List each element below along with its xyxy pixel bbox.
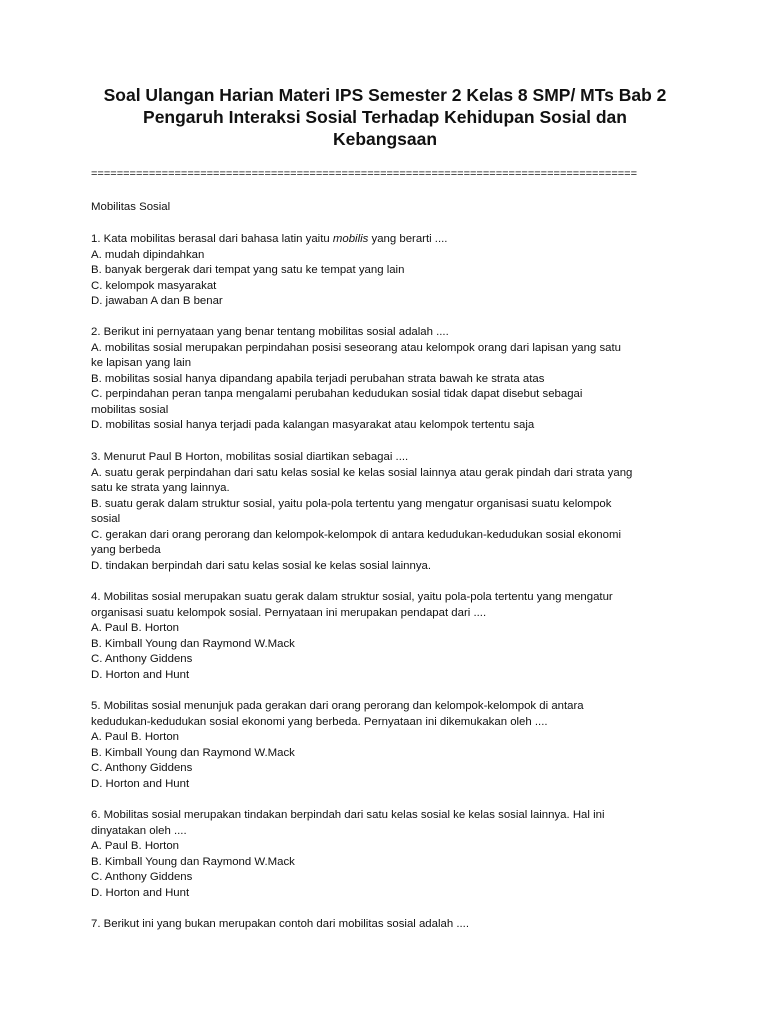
answer-option: C. perpindahan peran tanpa mengalami perubahan kedudukan sosial tidak dapat disebut sebagai <box>91 388 583 400</box>
question-stem: 2. Berikut ini pernyataan yang benar tentang mobilitas sosial adalah .... <box>91 326 449 338</box>
question-stem: 4. Mobilitas sosial merupakan suatu gerak dalam struktur sosial, yaitu pola-pola tertentu yang mengatur <box>91 591 613 603</box>
question-1 <box>91 232 691 310</box>
answer-option-continued: mobilitas sosial <box>91 403 169 416</box>
answer-option: C. Anthony Giddens <box>91 871 193 883</box>
question-stem: 5. Mobilitas sosial menunjuk pada gerakan dari orang perorang dan kelompok-kelompok di antara <box>91 700 584 712</box>
question-6 <box>91 808 691 901</box>
question-2 <box>91 325 691 434</box>
stem-text: 1. Kata mobilitas berasal dari bahasa latin yaitu <box>91 233 333 245</box>
answer-option: C. kelompok masyarakat <box>91 279 217 292</box>
question-5 <box>91 699 691 792</box>
answer-option: D. Horton and Hunt <box>91 668 190 681</box>
answer-option: A. mudah dipindahkan <box>91 248 205 261</box>
answer-option: D. tindakan berpindah dari satu kelas sosial ke kelas sosial lainnya. <box>91 559 432 572</box>
stem-text: yang berarti .... <box>368 233 448 245</box>
answer-option: D. jawaban A dan B benar <box>91 295 223 307</box>
answer-option: C. Anthony Giddens <box>91 653 193 665</box>
answer-option: B. Kimball Young dan Raymond W.Mack <box>91 637 295 650</box>
answer-option: A. Paul B. Horton <box>91 622 180 634</box>
question-3 <box>91 450 691 574</box>
answer-option: D. Horton and Hunt <box>91 777 190 790</box>
section-heading: Mobilitas Sosial <box>91 201 171 213</box>
answer-option-continued: yang berbeda <box>91 544 161 556</box>
answer-option: A. Paul B. Horton <box>91 731 180 743</box>
question-stem <box>91 232 691 248</box>
answer-option-continued: ke lapisan yang lain <box>91 357 192 369</box>
title-line: Kebangsaan <box>332 129 438 149</box>
answer-option-continued: satu ke strata yang lainnya. <box>91 482 230 494</box>
question-4 <box>91 590 691 683</box>
answer-option: B. suatu gerak dalam struktur sosial, yaitu pola-pola tertentu yang mengatur organisasi suatu kelompok <box>91 497 612 510</box>
answer-option: B. Kimball Young dan Raymond W.Mack <box>91 855 295 868</box>
answer-option: A. mobilitas sosial merupakan perpindahan posisi seseorang atau kelompok orang dari lapisan yang satu <box>91 341 621 354</box>
answer-option-continued: sosial <box>91 513 121 525</box>
question-stem-continued: dinyatakan oleh .... <box>91 824 187 837</box>
title-line: Pengaruh Interaksi Sosial Terhadap Kehidupan Sosial dan <box>143 107 627 127</box>
answer-option: A. suatu gerak perpindahan dari satu kelas sosial ke kelas sosial lainnya atau gerak pindah dari strata yang <box>91 466 633 479</box>
question-7 <box>91 917 691 933</box>
answer-option: C. Anthony Giddens <box>91 762 193 774</box>
answer-option: D. mobilitas sosial hanya terjadi pada kalangan masyarakat atau kelompok tertentu saja <box>91 419 535 431</box>
question-stem: 6. Mobilitas sosial merupakan tindakan berpindah dari satu kelas sosial ke kelas sosial lainnya. Hal ini <box>91 809 605 821</box>
answer-option: B. banyak bergerak dari tempat yang satu ke tempat yang lain <box>91 264 405 276</box>
document-title <box>60 84 710 150</box>
answer-option: B. mobilitas sosial hanya dipandang apabila terjadi perubahan strata bawah ke strata atas <box>91 372 545 385</box>
question-stem: 3. Menurut Paul B Horton, mobilitas sosial diartikan sebagai .... <box>91 451 409 463</box>
question-stem: 7. Berikut ini yang bukan merupakan contoh dari mobilitas sosial adalah .... <box>91 918 470 930</box>
answer-option: B. Kimball Young dan Raymond W.Mack <box>91 746 295 759</box>
title-line: Soal Ulangan Harian Materi IPS Semester 2 Kelas 8 SMP/ MTs Bab 2 <box>103 85 667 105</box>
separator-line: ===================================================================================== <box>91 168 638 180</box>
answer-option: D. Horton and Hunt <box>91 886 190 899</box>
answer-option: A. Paul B. Horton <box>91 840 180 852</box>
question-stem-continued: kedudukan-kedudukan sosial ekonomi yang berbeda. Pernyataan ini dikemukakan oleh .... <box>91 715 548 728</box>
stem-italic-term: mobilis <box>332 233 369 245</box>
answer-option: C. gerakan dari orang perorang dan kelompok-kelompok di antara kedudukan-kedudukan sosial ekonomi <box>91 528 621 541</box>
question-stem-continued: organisasi suatu kelompok sosial. Pernyataan ini merupakan pendapat dari .... <box>91 606 487 619</box>
